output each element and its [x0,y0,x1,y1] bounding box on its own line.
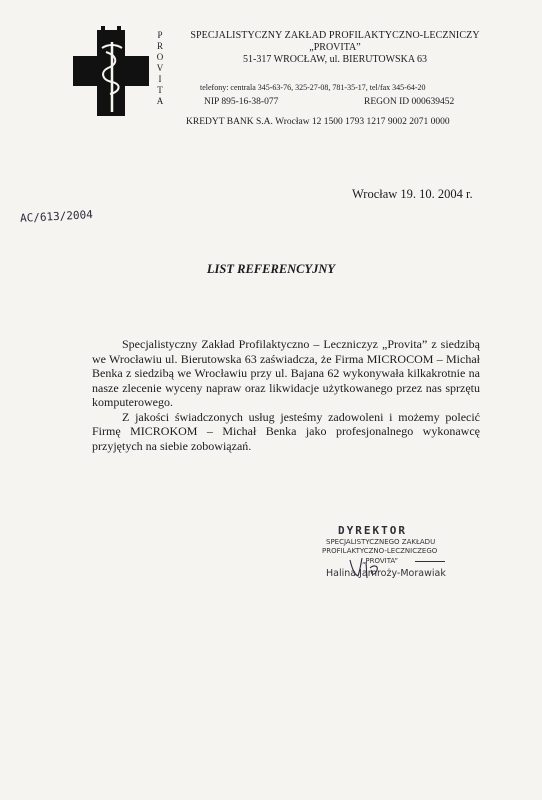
signatory-name: Halina Jamroży-Morawiak [326,568,446,579]
regon-number: REGON ID 000639452 [364,97,455,107]
letter-date: Wrocław 19. 10. 2004 r. [352,187,473,201]
letter-body [92,337,480,453]
letterhead [185,30,485,66]
stamp-line-1: SPECJALISTYCZNEGO ZAKŁADU [326,538,436,546]
handwritten-reference: AC/613/2004 [19,208,94,225]
provita-vertical-text: P R O V I T A [156,30,164,106]
institution-title: SPECJALISTYCZNY ZAKŁAD PROFILAKTYCZNO-LECZNICZY [190,30,480,41]
stamp-role: DYREKTOR [338,524,407,537]
body-paragraph-2: Z jakości świadczonych usług jesteśmy zadowoleni i możemy polecić Firmę MICROKOM – Michał Benka jako profesjonalnego wykonawcę przyjętych na siebie zobowiązań. [92,409,480,453]
bank-account: KREDYT BANK S.A. Wrocław 12 1500 1793 1217 9002 2071 0000 [186,117,450,127]
letter-heading: LIST REFERENCYJNY [206,262,336,276]
stamp-line-2: PROFILAKTYCZNO-LECZNICZEGO [322,547,438,555]
provita-logo-icon [72,22,152,122]
body-paragraph-1: Specjalistyczny Zakład Profilaktyczno – Leczniczyz „Provita” z siedzibą we Wrocławiu ul. Bierutowska 63 zaświadcza, że Firma MICROCOM – Michał Benka z siedzibą we Wrocławiu przy ul. Bajana 62 wykonywała kilkakrotnie na nasze zlecenie wyceny napraw oraz likwidacje użytkowanego przez nas sprzętu komputerowego. [92,337,480,409]
nip-number: NIP 895-16-38-077 [204,97,279,107]
institution-address: 51-317 WROCŁAW, ul. BIERUTOWSKA 63 [242,54,428,65]
stamp-line-3: „PROVITA” [362,557,398,565]
institution-name: „PROVITA” [309,42,361,53]
phone-numbers: telefony: centrala 345-63-76, 325-27-08, 781-35-17, tel/fax 345-64-20 [200,83,426,92]
